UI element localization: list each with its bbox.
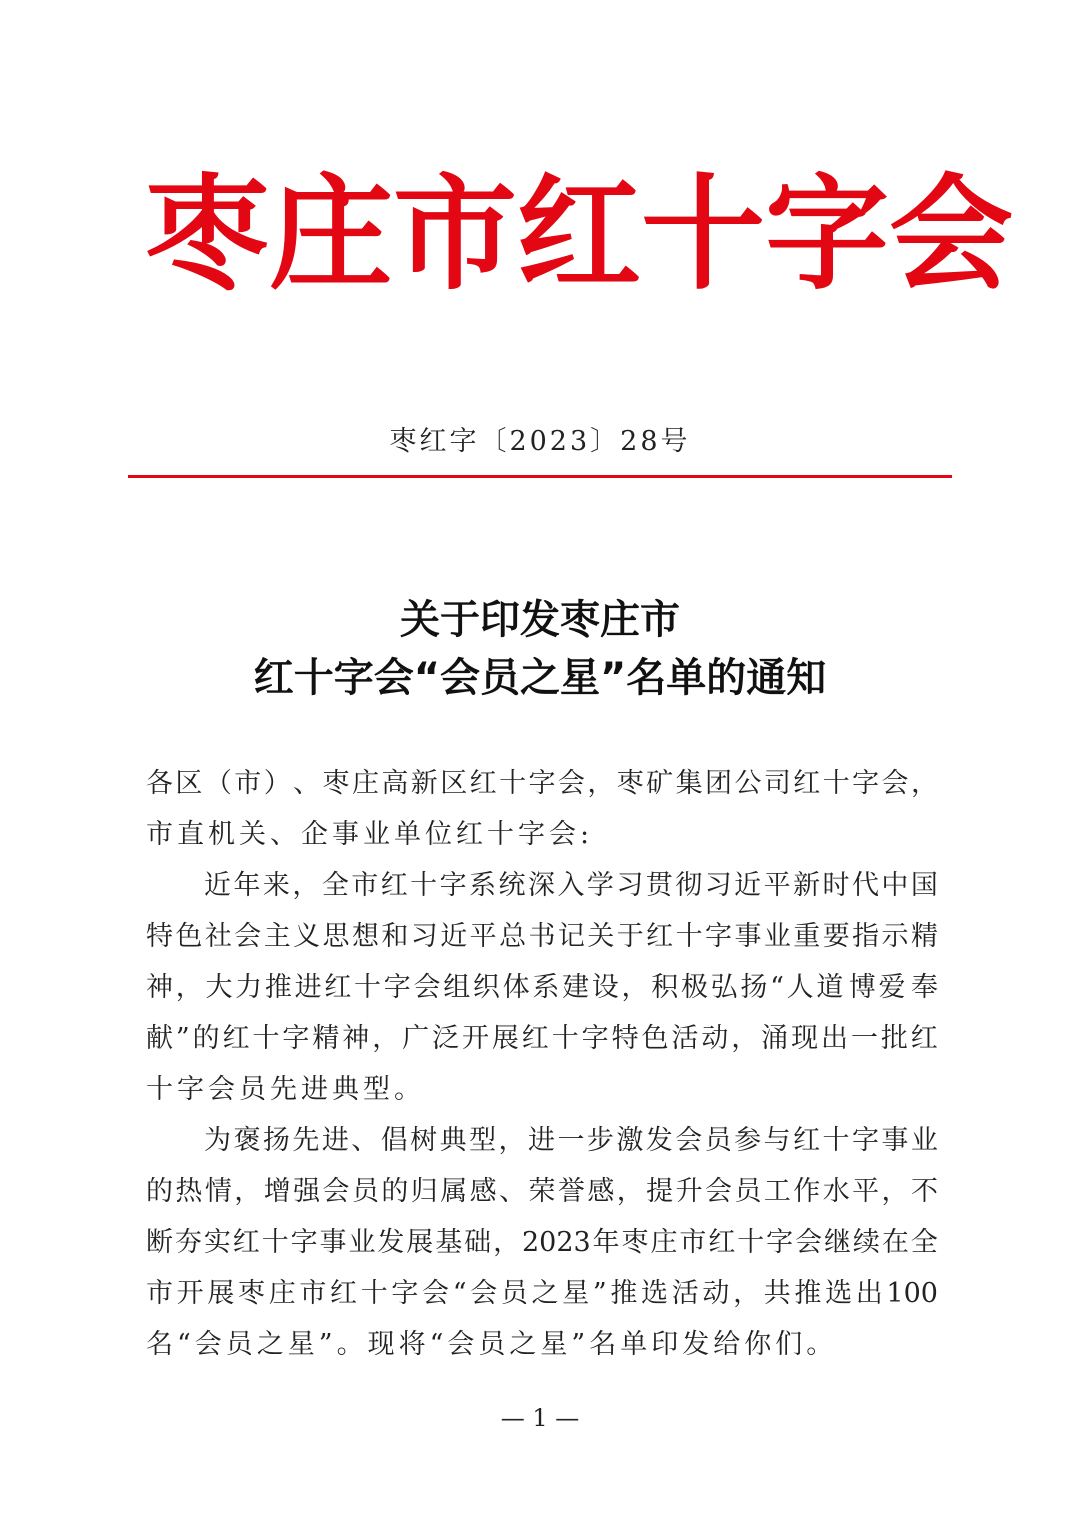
page-number: — 1 — <box>500 1404 580 1432</box>
masthead: 枣 庄 市 红 十 字 会 <box>145 162 1014 307</box>
red-divider-line <box>128 475 952 478</box>
body-line: 各 区 （ 市 ） 、 枣 庄 高 新 区 红 十 字 会 ， 枣 矿 集 团 公 司 红 十 字 会 ， <box>146 768 938 799</box>
body-line: 近 年 来 ， 全 市 红 十 字 系 统 深 入 学 习 贯 彻 习 近 平 新 时 代 中 国 <box>204 870 938 901</box>
body-line: 献 ” 的 红 十 字 精 神 ， 广 泛 开 展 红 十 字 特 色 活 动 ， 涌 现 出 一 批 红 <box>146 1023 938 1054</box>
body-line: 神 ， 大 力 推 进 红 十 字 会 组 织 体 系 建 设 ， 积 极 弘 扬 “ 人 道 博 爱 奉 <box>146 972 938 1003</box>
body-text <box>146 758 938 1370</box>
body-line: 十字会员先进典型。 <box>146 1074 425 1105</box>
body-line: 名“会员之星”。现将“会员之星”名单印发给你们。 <box>146 1329 838 1360</box>
body-line: 为 褒 扬 先 进 、 倡 树 典 型 ， 进 一 步 激 发 会 员 参 与 红 十 字 事 业 <box>204 1125 938 1156</box>
body-line: 市直机关、企事业单位红十字会: <box>146 819 594 850</box>
document-number: 枣红字〔2023〕28号 <box>389 426 691 457</box>
body-line: 特 色 社 会 主 义 思 想 和 习 近 平 总 书 记 关 于 红 十 字 事 业 重 要 指 示 精 <box>146 921 938 952</box>
title-line-2: 红十字会“会员之星”名单的通知 <box>253 655 827 701</box>
body-line: 断 夯 实 红 十 字 事 业 发 展 基 础 ， 2023 年 枣 庄 市 红 十 字 会 继 续 在 全 <box>146 1227 938 1258</box>
body-line: 市 开 展 枣 庄 市 红 十 字 会 “ 会 员 之 星 ” 推 选 活 动 ， 共 推 选 出 100 <box>146 1278 938 1309</box>
title-line-1: 关于印发枣庄市 <box>400 597 680 643</box>
body-line: 的 热 情 ， 增 强 会 员 的 归 属 感 、 荣 誉 感 ， 提 升 会 员 工 作 水 平 ， 不 <box>146 1176 938 1207</box>
